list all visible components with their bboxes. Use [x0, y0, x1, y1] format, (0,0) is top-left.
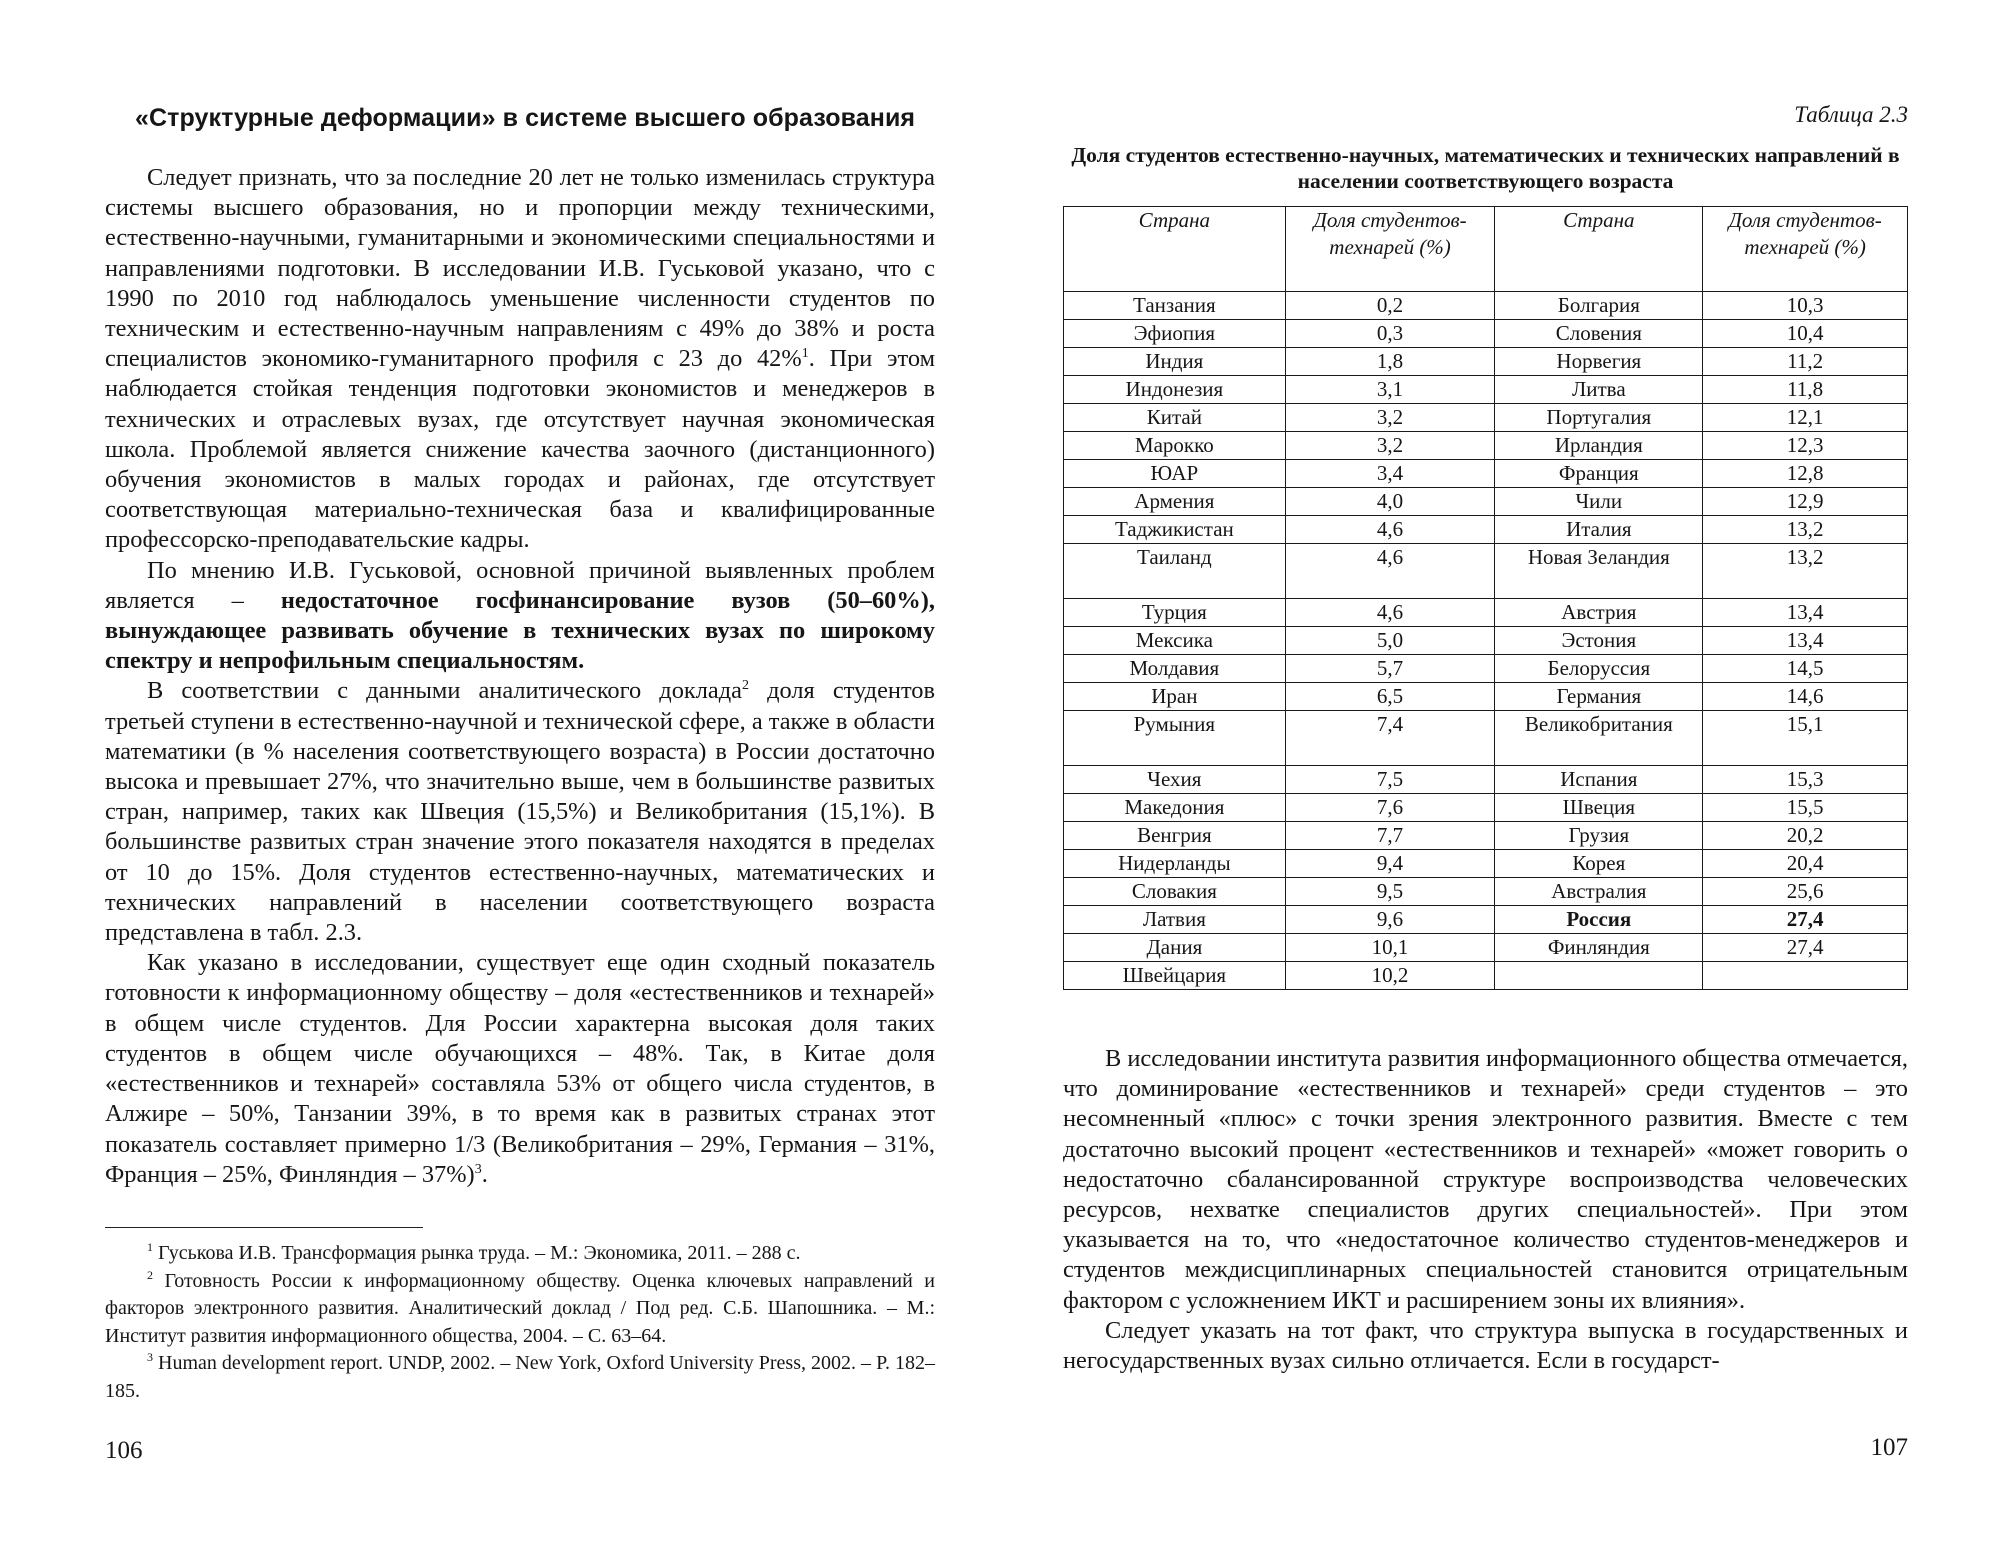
country-cell: ЮАР — [1064, 460, 1286, 488]
country-cell: Финляндия — [1495, 934, 1703, 962]
country-cell: Таиланд — [1064, 544, 1286, 599]
share-cell: 5,7 — [1285, 655, 1495, 683]
text-run: Следует признать, что за последние 20 лет не только изменилась структура системы высшего образования, но и пропорции между техническими, естественно-научными, гуманитарными и экономическими специальностями и направлениями подготовки. В исследовании И.В. Гуськовой указано, что с 1990 по 2010 год наблюдалось уменьшение численности студентов по техническим и естественно-научным направлениям с 49% до 38% и роста специалистов экономико-гуманитарного профиля с 23 до 42% — [105, 164, 935, 373]
paragraph — [105, 948, 935, 1190]
table-row — [1064, 292, 1908, 320]
table-row — [1064, 878, 1908, 906]
footnotes — [105, 1240, 935, 1405]
table-row — [1064, 432, 1908, 460]
text-run: Следует указать на тот факт, что структура выпуска в государственных и негосударственных вузах сильно отличается. Если в государст- — [1063, 1316, 1908, 1375]
country-cell: Швеция — [1495, 794, 1703, 822]
country-cell: Таджикистан — [1064, 516, 1286, 544]
country-cell: Армения — [1064, 488, 1286, 516]
right-body-text — [1063, 1044, 1908, 1376]
share-cell: 20,2 — [1703, 822, 1908, 850]
country-cell: Австралия — [1495, 878, 1703, 906]
table-header-row — [1064, 207, 1908, 292]
share-cell: 15,5 — [1703, 794, 1908, 822]
footnote — [105, 1268, 935, 1351]
table-row — [1064, 711, 1908, 766]
share-cell: 1,8 — [1285, 348, 1495, 376]
share-cell: 12,8 — [1703, 460, 1908, 488]
country-cell: Марокко — [1064, 432, 1286, 460]
share-cell: 12,9 — [1703, 488, 1908, 516]
section-title: «Структурные деформации» в системе высшего образования — [135, 104, 916, 132]
table-row — [1064, 404, 1908, 432]
text-run: В соответствии с данными аналитического доклада — [147, 677, 742, 705]
country-cell: Словакия — [1064, 878, 1286, 906]
country-cell: Чехия — [1064, 766, 1286, 794]
table-row — [1064, 627, 1908, 655]
table-row — [1064, 516, 1908, 544]
country-cell: Швейцария — [1064, 962, 1286, 990]
text-run: В исследовании института развития информационного общества отмечается, что доминирование «естественников и технарей» среди студентов – это несомненный «плюс» с точки зрения электронного развития. Вместе с тем достаточно высокий процент «естественников и технарей» «может говорить о недостаточно сбалансированной структуре воспроизводства человеческих ресурсов, нехватке специалистов других специальностей». При этом указывается на то, что «недостаточное количество студентов-менеджеров и студентов междисциплинарных специальностей становится отрицательным фактором с усложнением ИКТ и расширением зоны их влияния». — [1063, 1045, 1908, 1314]
country-cell: Эфиопия — [1064, 320, 1286, 348]
country-cell: Мексика — [1064, 627, 1286, 655]
share-cell: 6,5 — [1285, 683, 1495, 711]
header-share-2: Доля студентов-технарей (%) — [1703, 207, 1908, 292]
country-cell: Румыния — [1064, 711, 1286, 766]
share-cell: 10,1 — [1285, 934, 1495, 962]
share-cell: 4,0 — [1285, 488, 1495, 516]
footnote-ref: 1 — [801, 346, 809, 362]
share-cell: 27,4 — [1703, 934, 1908, 962]
table-row — [1064, 906, 1908, 934]
country-cell: Белоруссия — [1495, 655, 1703, 683]
country-cell: Италия — [1495, 516, 1703, 544]
paragraph — [105, 556, 935, 677]
country-cell: Великобритания — [1495, 711, 1703, 766]
share-cell: 14,5 — [1703, 655, 1908, 683]
country-cell: Венгрия — [1064, 822, 1286, 850]
paragraph — [1063, 1316, 1908, 1376]
share-cell: 27,4 — [1703, 906, 1908, 934]
table-row — [1064, 962, 1908, 990]
share-cell: 13,2 — [1703, 544, 1908, 599]
share-cell: 7,4 — [1285, 711, 1495, 766]
share-cell: 15,1 — [1703, 711, 1908, 766]
table-row — [1064, 599, 1908, 627]
footnote-text: Готовность России к информационному обществу. Оценка ключевых направлений и факторов электронного развития. Аналитический доклад / Под ред. С.Б. Шапошника. – М.: Институт развития информационного общества, 2004. – С. 63–64. — [105, 1269, 936, 1347]
data-table — [1063, 206, 1908, 990]
country-cell: Дания — [1064, 934, 1286, 962]
table-row — [1064, 822, 1908, 850]
country-cell: Новая Зеландия — [1495, 544, 1703, 599]
page-number-left: 106 — [105, 1437, 143, 1464]
country-cell: Эстония — [1495, 627, 1703, 655]
footnote-text: Human development report. UNDP, 2002. – New York, Oxford University Press, 2002. – P. 182–185. — [105, 1352, 936, 1402]
footnote-text: Гуськова И.В. Трансформация рынка труда. – М.: Экономика, 2011. – 288 с. — [158, 1242, 801, 1264]
share-cell: 3,2 — [1285, 404, 1495, 432]
footnote-ref: 3 — [474, 1161, 482, 1177]
share-cell: 10,3 — [1703, 292, 1908, 320]
table-row — [1064, 934, 1908, 962]
share-cell: 13,2 — [1703, 516, 1908, 544]
paragraph — [1063, 1044, 1908, 1316]
share-cell: 14,6 — [1703, 683, 1908, 711]
country-cell: Чили — [1495, 488, 1703, 516]
country-cell: Молдавия — [1064, 655, 1286, 683]
text-run: Как указано в исследовании, существует еще один сходный показатель готовности к информационному обществу – доля «естественников и технарей» в общем числе студентов. Для России характерна высокая доля таких студентов в общем числе обучающихся – 48%. Так, в Китае доля «естественников и технарей» составляла 53% от общего числа студентов, в Алжире – 50%, Танзании 39%, в то время как в развитых странах этот показатель составляет примерно 1/3 (Великобритания – 29%, Германия – 31%, Франция – 25%, Финляндия – 37%) — [105, 949, 935, 1188]
share-cell: 15,3 — [1703, 766, 1908, 794]
share-cell: 9,6 — [1285, 906, 1495, 934]
footnote-number: 3 — [147, 1350, 153, 1364]
text-run: доля студентов третьей ступени в естественно-научной и технической сфере, а также в области математики (в % населения соответствующего возраста) в России достаточно высока и превышает 27%, что значительно выше, чем в большинстве развитых стран, например, таких как Швеция (15,5%) и Великобритания (15,1%). В большинстве развитых стран значение этого показателя находятся в пределах от 10 до 15%. Доля студентов естественно-научных, математических и технических направлений в населении соответствующего возраста представлена в табл. 2.3. — [105, 677, 935, 947]
share-cell: 10,2 — [1285, 962, 1495, 990]
table-row — [1064, 766, 1908, 794]
country-cell: Нидерланды — [1064, 850, 1286, 878]
table-row — [1064, 544, 1908, 599]
share-cell: 4,6 — [1285, 544, 1495, 599]
country-cell: Турция — [1064, 599, 1286, 627]
footnote-number: 1 — [147, 1240, 153, 1254]
share-cell: 25,6 — [1703, 878, 1908, 906]
text-run: По мнению И.В. Гуськовой, основной причиной выявленных проблем является – — [105, 556, 935, 614]
left-page — [105, 0, 935, 1566]
country-cell: Австрия — [1495, 599, 1703, 627]
country-cell: Франция — [1495, 460, 1703, 488]
table-label: Таблица 2.3 — [1794, 102, 1908, 127]
paragraph — [105, 676, 935, 948]
share-cell: 3,4 — [1285, 460, 1495, 488]
table-row — [1064, 655, 1908, 683]
share-cell: 5,0 — [1285, 627, 1495, 655]
paragraph — [105, 163, 935, 556]
page-number-right: 107 — [1870, 1434, 1908, 1461]
country-cell: Россия — [1495, 906, 1703, 934]
share-cell: 0,3 — [1285, 320, 1495, 348]
share-cell: 11,2 — [1703, 348, 1908, 376]
country-cell: Грузия — [1495, 822, 1703, 850]
share-cell: 20,4 — [1703, 850, 1908, 878]
footnote — [105, 1240, 935, 1268]
footnote — [105, 1350, 935, 1405]
footnote-divider — [105, 1227, 423, 1228]
country-cell: Литва — [1495, 376, 1703, 404]
country-cell: Словения — [1495, 320, 1703, 348]
share-cell: 9,5 — [1285, 878, 1495, 906]
country-cell — [1495, 962, 1703, 990]
table-row — [1064, 460, 1908, 488]
share-cell: 4,6 — [1285, 516, 1495, 544]
table-row — [1064, 683, 1908, 711]
bold-text: недостаточное госфинансирование вузов (50–60%), вынуждающее развивать обучение в технических вузах по широкому спектру и непрофильным специальностям. — [105, 586, 935, 675]
table-title: Доля студентов естественно-научных, математических и технических направлений в населении соответствующего возраста — [1071, 143, 1900, 193]
country-cell: Корея — [1495, 850, 1703, 878]
country-cell: Танзания — [1064, 292, 1286, 320]
share-cell: 12,1 — [1703, 404, 1908, 432]
header-share-1: Доля студентов-технарей (%) — [1285, 207, 1495, 292]
right-page — [1063, 0, 1908, 1566]
share-cell: 13,4 — [1703, 599, 1908, 627]
share-cell: 0,2 — [1285, 292, 1495, 320]
share-cell: 7,7 — [1285, 822, 1495, 850]
country-cell: Латвия — [1064, 906, 1286, 934]
share-cell: 3,1 — [1285, 376, 1495, 404]
share-cell: 10,4 — [1703, 320, 1908, 348]
country-cell: Индонезия — [1064, 376, 1286, 404]
country-cell: Португалия — [1495, 404, 1703, 432]
share-cell: 7,5 — [1285, 766, 1495, 794]
table-row — [1064, 376, 1908, 404]
table-row — [1064, 850, 1908, 878]
header-country-2: Страна — [1495, 207, 1703, 292]
table-row — [1064, 488, 1908, 516]
country-cell: Иран — [1064, 683, 1286, 711]
country-cell: Норвегия — [1495, 348, 1703, 376]
share-cell: 13,4 — [1703, 627, 1908, 655]
table-row — [1064, 794, 1908, 822]
share-cell: 11,8 — [1703, 376, 1908, 404]
left-body-text — [105, 163, 935, 1190]
header-country-1: Страна — [1064, 207, 1286, 292]
country-cell: Македония — [1064, 794, 1286, 822]
text-run: . При этом наблюдается стойкая тенденция подготовки экономистов и менеджеров в технических и отраслевых вузах, где отсутствует научная экономическая школа. Проблемой является снижение качества заочного (дистанционного) обучения экономистов в малых городах и районах, где отсутствует соответствующая материально-техническая база и квалифицированные профессорско-преподавательские кадры. — [105, 345, 935, 554]
country-cell: Ирландия — [1495, 432, 1703, 460]
share-cell: 3,2 — [1285, 432, 1495, 460]
country-cell: Болгария — [1495, 292, 1703, 320]
share-cell — [1703, 962, 1908, 990]
country-cell: Китай — [1064, 404, 1286, 432]
share-cell: 12,3 — [1703, 432, 1908, 460]
country-cell: Испания — [1495, 766, 1703, 794]
share-cell: 7,6 — [1285, 794, 1495, 822]
share-cell: 9,4 — [1285, 850, 1495, 878]
country-cell: Германия — [1495, 683, 1703, 711]
footnote-number: 2 — [147, 1267, 153, 1282]
text-run: . — [481, 1160, 488, 1188]
table-row — [1064, 348, 1908, 376]
country-cell: Индия — [1064, 348, 1286, 376]
footnote-ref: 2 — [742, 678, 749, 694]
table-row — [1064, 320, 1908, 348]
share-cell: 4,6 — [1285, 599, 1495, 627]
